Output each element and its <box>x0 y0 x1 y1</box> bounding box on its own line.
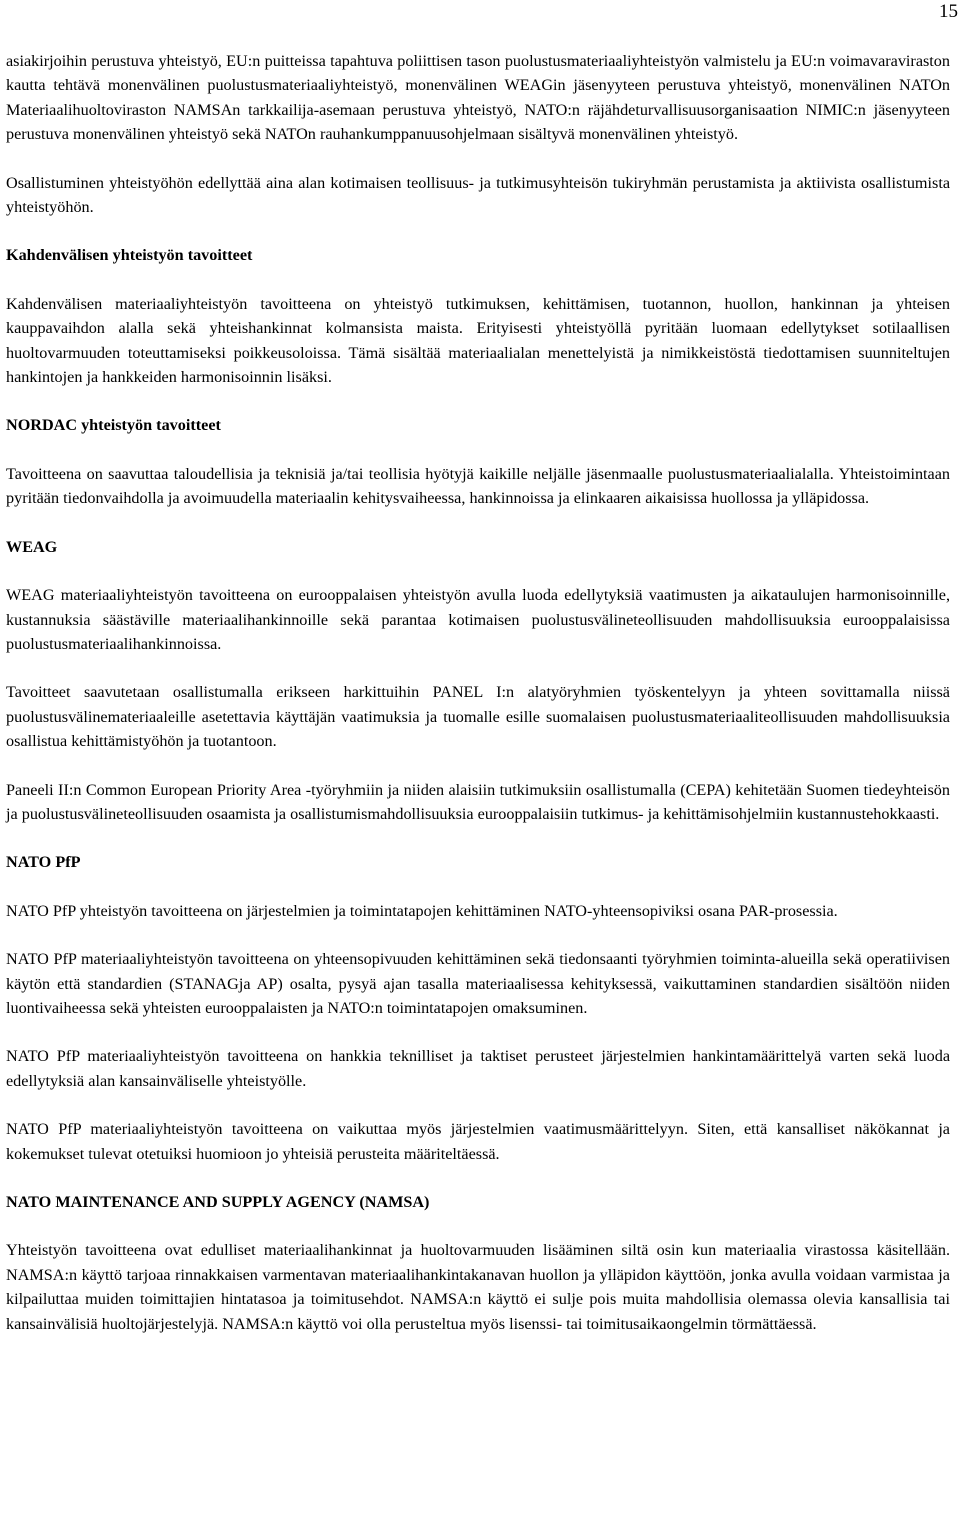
heading-nato-pfp: NATO PfP <box>6 853 81 872</box>
document-body <box>6 49 950 1360</box>
page-number: 15 <box>939 1 958 22</box>
paragraph-pfp-compatibility: NATO PfP materiaaliyhteistyön tavoitteena on yhteensopivuuden kehittäminen sekä tiedonsaanti työryhmien toiminta-alueilla sekä operatiivisen käytön että standardien (STANAGja AP) osalta, pysyä ajan tasalla materiaalisessa kehityksessä, vaikuttaminen standardien sisältöön niiden luontivaiheessa sekä yhteisten eurooppalaisten ja NATO:n toimintatapojen omaksuminen. <box>6 950 950 1017</box>
paragraph-bilateral: Kahdenvälisen materiaaliyhteistyön tavoitteena on yhteistyö tutkimuksen, kehittämisen, tuotannon, huollon, hankinnan ja yhteisen kauppavaihdon alalla sekä yhteishankinnat kolmansista maista. Erityisesti yhteistyöllä pyritään luomaan edellytykset sotilaallisen huoltovarmuuden toteuttamiseksi poikkeusoloissa. Tämä sisältää materiaalialan menettelyistä ja nimikkeistöstä tiedottamisen suunniteltujen hankintojen ja hankkeiden harmonisoinnin lisäksi. <box>6 294 950 387</box>
paragraph-pfp-requirements: NATO PfP materiaaliyhteistyön tavoitteena on vaikuttaa myös järjestelmien vaatimusmäärittelyyn. Siten, että kansalliset näkökannat ja kokemukset tulevat otetuiksi huomioon jo yhteisiä perusteita määriteltäessä. <box>6 1120 950 1163</box>
paragraph-namsa: Yhteistyön tavoitteena ovat edulliset materiaalihankinnat ja huoltovarmuuden lisääminen siltä osin kun materiaalia virastossa käsitellään. NAMSA:n käyttö tarjoaa rinnakkaisen varmentavan materiaalihankintakanavan huollon ja ylläpidon käyttöön, jonka avulla voidaan varmistaa ja kilpailuttaa muiden toimittajien hintatasoa ja toimitusehdot. NAMSA:n käyttö ei sulje pois muita mahdollisia olemassa olevia kansallisia tai kansainvälisiä huoltojärjestelyjä. NAMSA:n käyttö voi olla perusteltua myös lisenssi- tai toimitusaikaongelmin törmättäessä. <box>6 1241 950 1333</box>
heading-weag: WEAG <box>6 537 58 556</box>
paragraph-weag-panel2: Paneeli II:n Common European Priority Area -työryhmiin ja niiden alaisiin tutkimuksiin osallistumalla (CEPA) kehitetään Suomen tiedeyhteisön ja puolustusvälineteollisuuden osaamista ja osallistumismahdollisuuksia eurooppalaisiin tutkimus- ja kehittämisohjelmiin kustannustehokkaasti. <box>6 780 950 823</box>
paragraph-nordac: Tavoitteena on saavuttaa taloudellisia ja teknisiä ja/tai teollisia hyötyjä kaikille neljälle jäsenmaalle puolustusmateriaalialalla. Yhteistoimintaan pyritään tiedonvaihdolla ja avoimuudella materiaalin kehitysvaiheessa, hankinnoissa ja elinkaaren aikaisissa huollossa ja ylläpidossa. <box>6 464 950 508</box>
heading-namsa: NATO MAINTENANCE AND SUPPLY AGENCY (NAMSA) <box>6 1193 430 1211</box>
paragraph-participation: Osallistuminen yhteistyöhön edellyttää aina alan kotimaisen teollisuus- ja tutkimusyhteisön tukiryhmän perustamista ja aktiivista osallistumista yhteistyöhön. <box>6 173 950 217</box>
paragraph-intro: asiakirjoihin perustuva yhteistyö, EU:n puitteissa tapahtuva poliittisen tason puolustusmateriaaliyhteistyön valmistelu ja EU:n voimavaraviraston kautta tehtävä monenvälinen puolustusmateriaaliyhteistyö, monenvälinen WEAGin jäsenyyteen perustuva yhteistyö, monenvälinen NATOn Materiaalihuoltoviraston NAMSAn tarkkailija-asemaan perustuva yhteistyö, NATO:n räjähdeturvallisuusorganisaation NIMIC:n jäsenyyteen perustuva monenvälinen yhteistyö sekä NATOn rauhankumppanuusohjelmaan sisältyvä monenvälinen yhteistyö. <box>6 52 950 144</box>
heading-nordac-goals: NORDAC yhteistyön tavoitteet <box>6 416 221 435</box>
paragraph-weag-goal: WEAG materiaaliyhteistyön tavoitteena on eurooppalaisen yhteistyön avulla luoda edellytyksiä vaatimusten ja aikataulujen harmonisoinnille, kustannuksia säästäville materiaalihankinnoille sekä parantaa kotimaisen puolustusvälineteollisuuden mahdollisuuksia eurooppalaisissa puolustusmateriaalihankinnoissa. <box>6 586 950 653</box>
paragraph-pfp-procurement: NATO PfP materiaaliyhteistyön tavoitteena on hankkia teknilliset ja taktiset perusteet järjestelmien hankintamäärittelyä varten sekä luoda edellytyksiä alan kansainväliselle yhteistyölle. <box>6 1047 950 1090</box>
paragraph-weag-panel1: Tavoitteet saavutetaan osallistumalla erikseen harkittuihin PANEL I:n alatyöryhmien työskentelyyn ja yhteen sovittamalla niissä puolustusvälinemateriaaleille asetettavia käyttäjän vaatimuksia ja tuomalle esille suomalaisen puolustusmateriaaliteollisuuden mahdollisuuksia osallistua kehittämistyöhön ja tuotantoon. <box>6 683 950 751</box>
heading-bilateral-goals: Kahdenvälisen yhteistyön tavoitteet <box>6 246 253 265</box>
paragraph-pfp-par: NATO PfP yhteistyön tavoitteena on järjestelmien ja toimintatapojen kehittäminen NATO-yhteensopiviksi osana PAR-prosessia. <box>6 901 838 920</box>
